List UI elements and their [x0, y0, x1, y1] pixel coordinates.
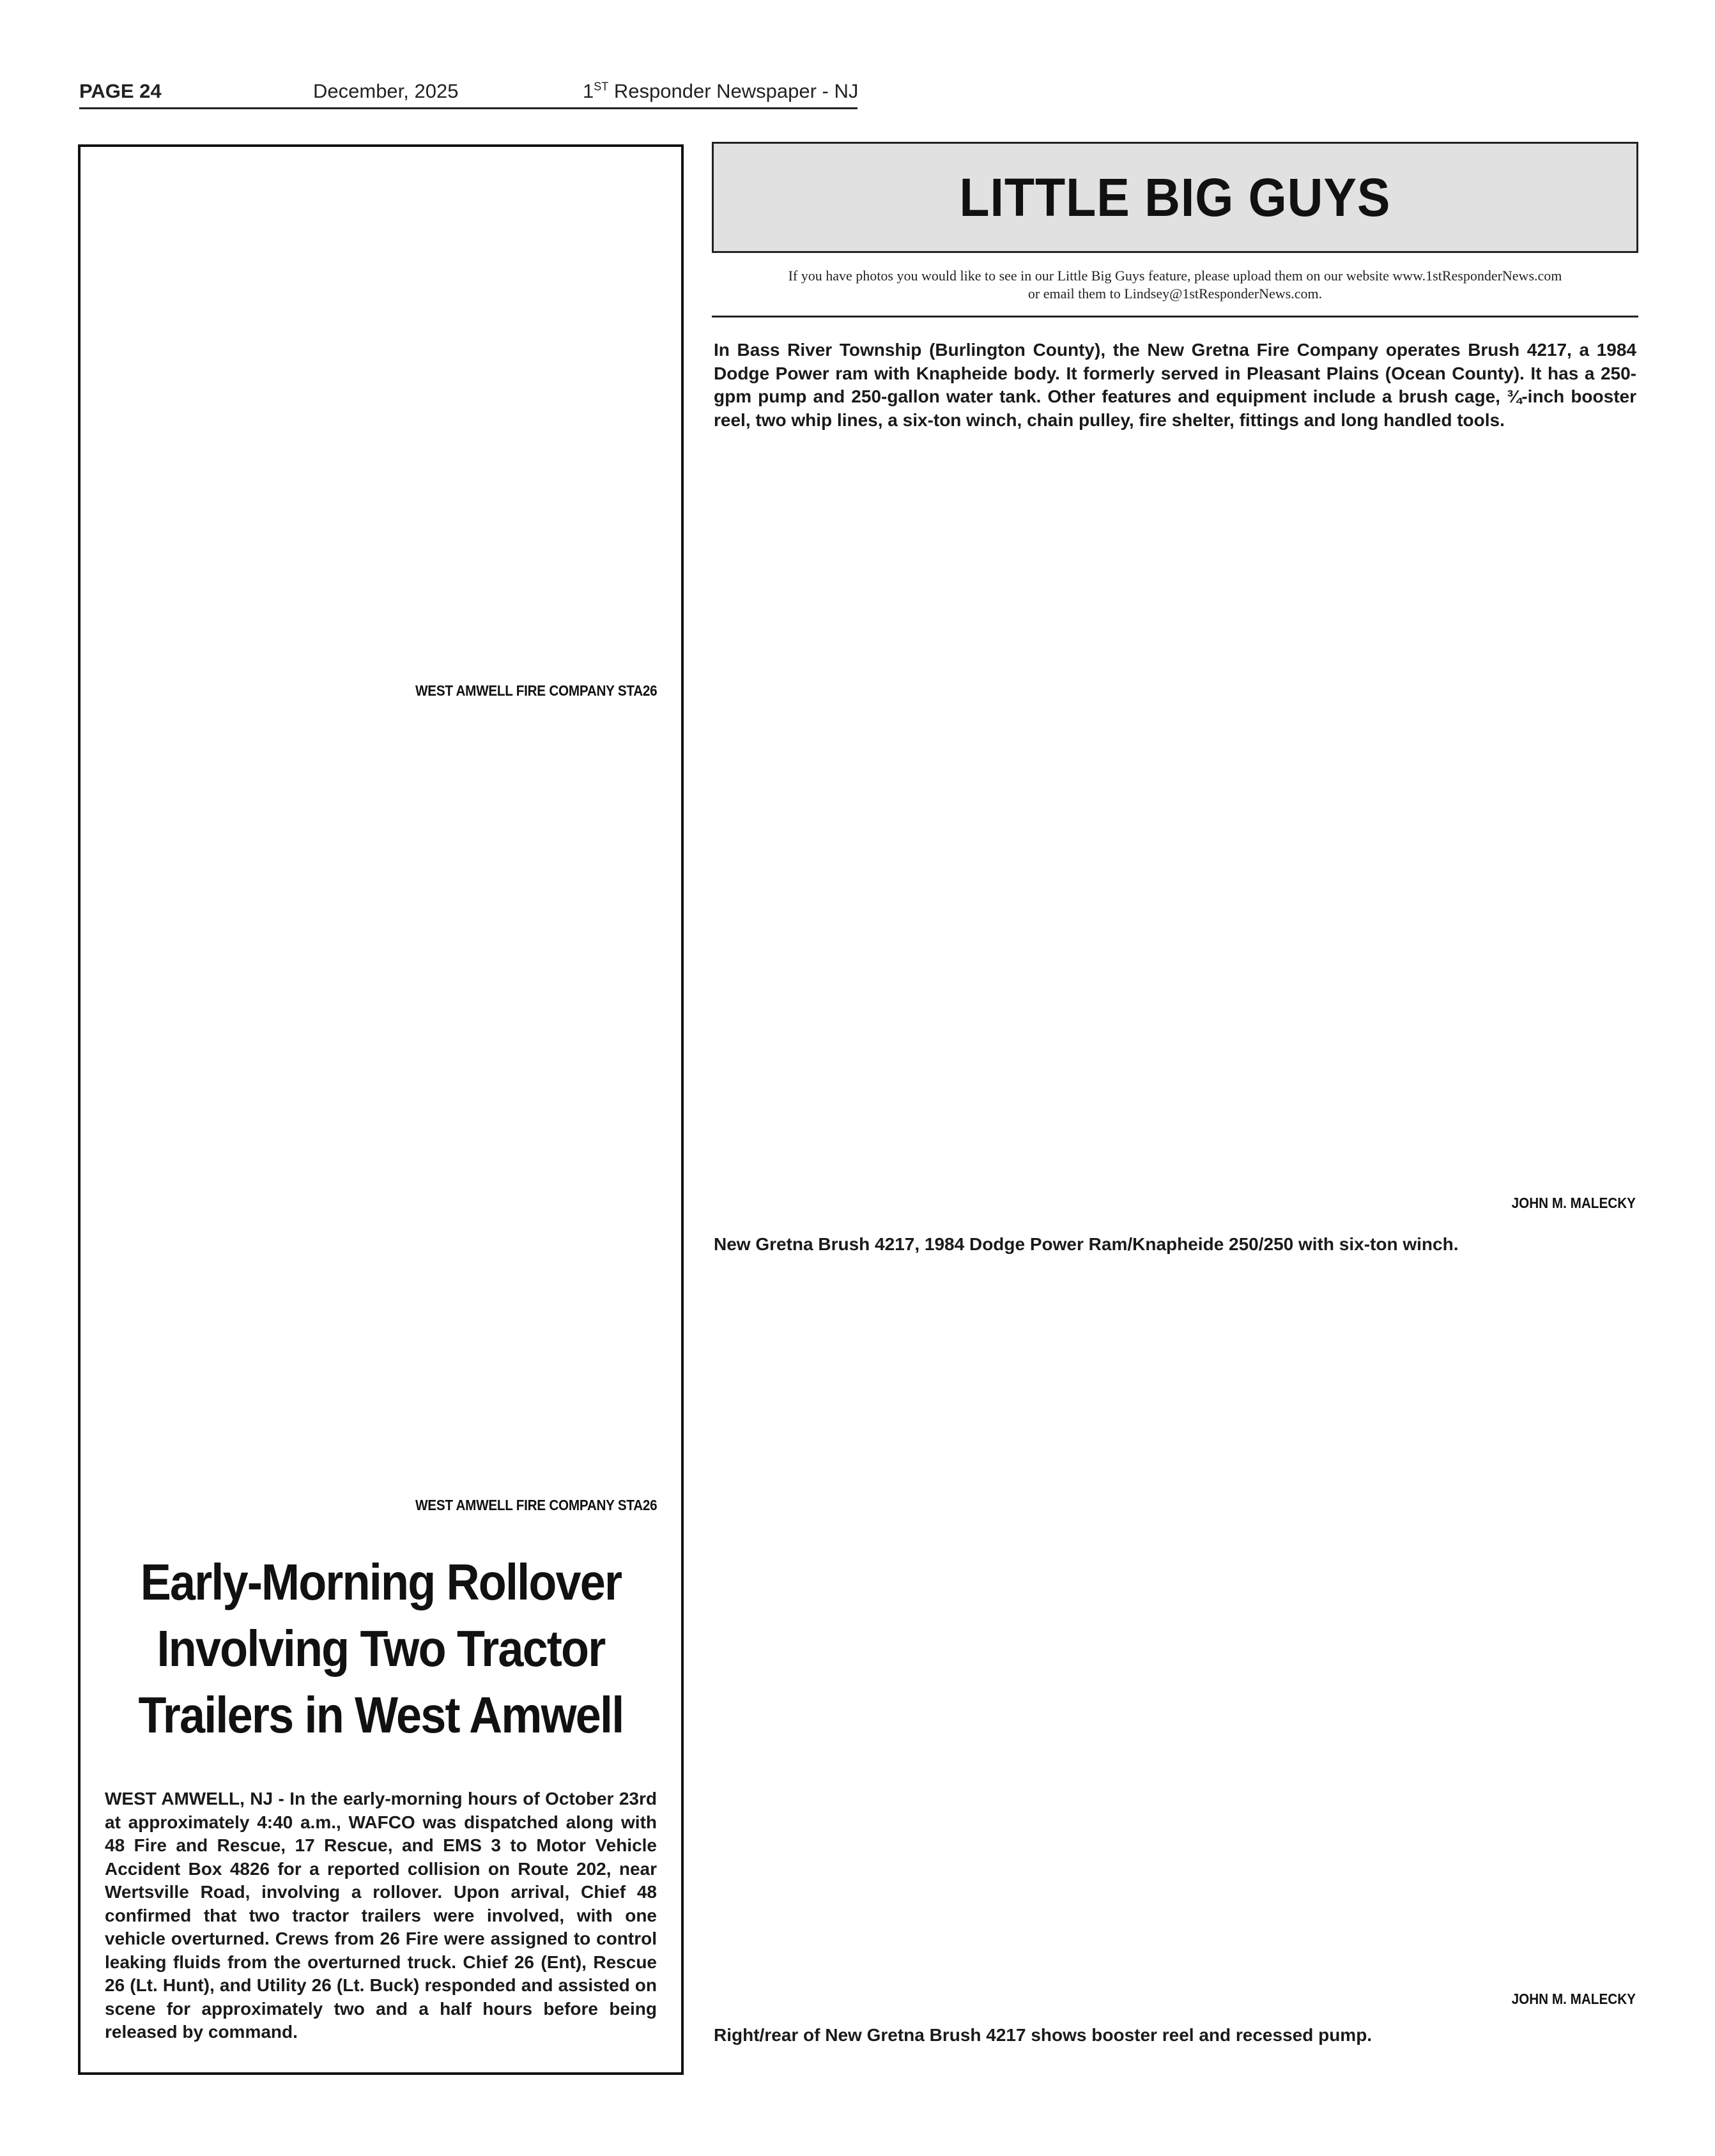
photo-credit-3: JOHN M. MALECKY — [1511, 1195, 1636, 1211]
feature-banner — [712, 142, 1638, 253]
submission-note — [712, 267, 1638, 303]
photo-credit-2: WEST AMWELL FIRE COMPANY STA26 — [415, 1497, 657, 1513]
issue-date: December, 2025 — [313, 80, 459, 102]
photo-caption-2: Right/rear of New Gretna Brush 4217 shows booster reel and recessed pump. — [714, 2025, 1373, 2045]
story-body: WEST AMWELL, NJ - In the early-morning hours of October 23rd at approximately 4:40 a.m., WAFCO was dispatched along with 48 Fire and Rescue, 17 Rescue, and EMS 3 to Motor Vehicle Accident Box 4826 for a reported collision on Route 202, near Wertsville Road, involving a rollover. Upon arrival, Chief 48 confirmed that two tractor trailers were involved, with one vehicle overturned. Crews from 26 Fire were assigned to control leaking fluids from the overturned truck. Chief 26 (Ent), Rescue 26 (Lt. Hunt), and Utility 26 (Lt. Buck) responded and assisted on scene for approximately two and a half hours before being released by command. — [105, 1789, 657, 2042]
feature-intro: In Bass River Township (Burlington County), the New Gretna Fire Company operates Brush 4217, a 1984 Dodge Power ram with Knapheide body. It formerly served in Pleasant Plains (Ocean County). It has a 250-gpm pump and 250-gallon water tank. Other features and equipment include a brush cage, ¾-inch booster reel, two whip lines, a six-ton winch, chain pulley, fire shelter, fittings and long handled tools. — [714, 340, 1636, 430]
submission-note-line-1: If you have photos you would like to see in our Little Big Guys feature, please upload them on our website www.1stResponderNews.com — [788, 268, 1562, 284]
submission-note-line-2: or email them to Lindsey@1stResponderNews.com. — [1027, 286, 1323, 302]
story-headline: Early-Morning Rollover Involving Two Tractor Trailers in West Amwell — [138, 1554, 624, 1743]
feature-title: LITTLE BIG GUYS — [959, 167, 1391, 227]
paper-name-sup: ST — [594, 80, 609, 93]
paper-name-num: 1 — [583, 80, 594, 102]
photo-credit-1: WEST AMWELL FIRE COMPANY STA26 — [415, 682, 657, 699]
header-divider — [79, 107, 858, 109]
feature-divider — [712, 316, 1638, 317]
photo-credit-4: JOHN M. MALECKY — [1511, 1991, 1636, 2007]
paper-name-text: Responder Newspaper - NJ — [608, 80, 859, 102]
paper-name — [583, 80, 858, 103]
page-number: PAGE 24 — [79, 80, 162, 102]
rollover-story-box — [78, 144, 684, 2075]
photo-caption-1: New Gretna Brush 4217, 1984 Dodge Power Ram/Knapheide 250/250 with six-ton winch. — [714, 1234, 1459, 1254]
